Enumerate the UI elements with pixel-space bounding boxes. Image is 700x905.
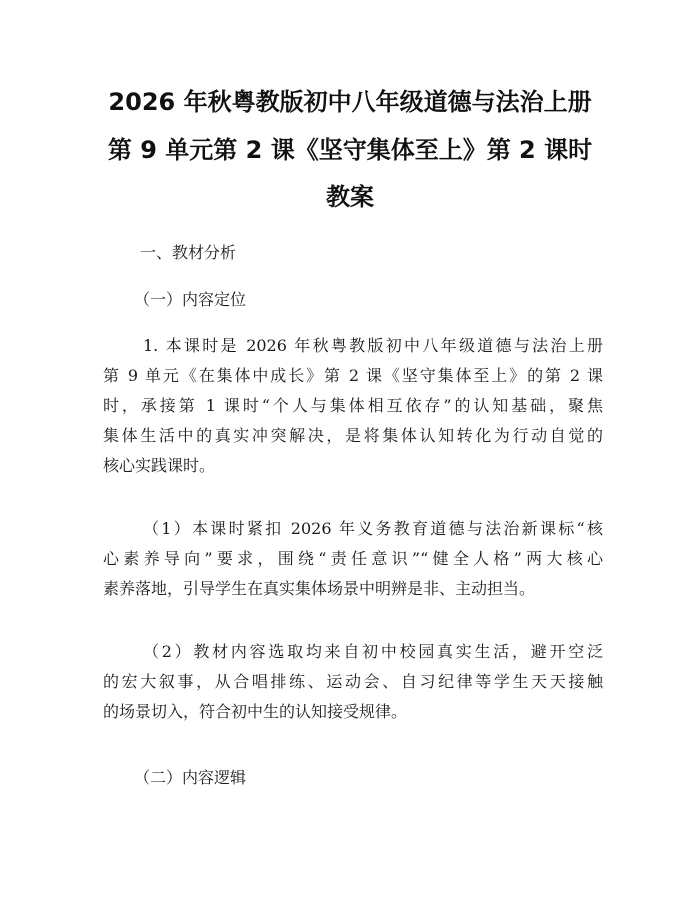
paragraph-1-line: 核心实践课时。 bbox=[103, 456, 216, 475]
paragraph-3-line: 的场景切入，符合初中生的认知接受规律。 bbox=[103, 702, 408, 721]
subsection-heading-1: （一）内容定位 bbox=[134, 290, 247, 309]
paragraph-1-line: 1. 本课时是 2026 年秋粤教版初中八年级道德与法治上册 bbox=[143, 336, 603, 355]
title-line-2: 第 9 单元第 2 课《坚守集体至上》第 2 课时 bbox=[107, 136, 593, 164]
paragraph-1-line: 集体生活中的真实冲突解决，是将集体认知转化为行动自觉的 bbox=[103, 426, 603, 445]
title-line-3: 教案 bbox=[326, 183, 374, 211]
paragraph-2 bbox=[103, 514, 603, 604]
paragraph-1 bbox=[103, 331, 603, 481]
paragraph-1-line: 第 9 单元《在集体中成长》第 2 课《坚守集体至上》的第 2 课 bbox=[103, 366, 603, 385]
paragraph-2-line: 素养落地，引导学生在真实集体场景中明辨是非、主动担当。 bbox=[103, 579, 536, 598]
paragraph-3-line: （2）教材内容选取均来自初中校园真实生活，避开空泛 bbox=[143, 642, 603, 661]
paragraph-3 bbox=[103, 637, 603, 727]
subsection-heading-2: （二）内容逻辑 bbox=[134, 768, 247, 787]
section-heading-1: 一、教材分析 bbox=[140, 243, 237, 262]
paragraph-3-line: 的宏大叙事，从合唱排练、运动会、自习纪律等学生天天接触 bbox=[103, 672, 603, 691]
title-line-1: 2026 年秋粤教版初中八年级道德与法治上册 bbox=[108, 88, 592, 116]
paragraph-2-line: （1）本课时紧扣 2026 年义务教育道德与法治新课标“核 bbox=[143, 519, 603, 538]
paragraph-2-line: 心素养导向”要求，围绕“责任意识”“健全人格”两大核心 bbox=[103, 549, 603, 568]
paragraph-1-line: 时，承接第 1 课时“个人与集体相互依存”的认知基础，聚焦 bbox=[103, 396, 603, 415]
